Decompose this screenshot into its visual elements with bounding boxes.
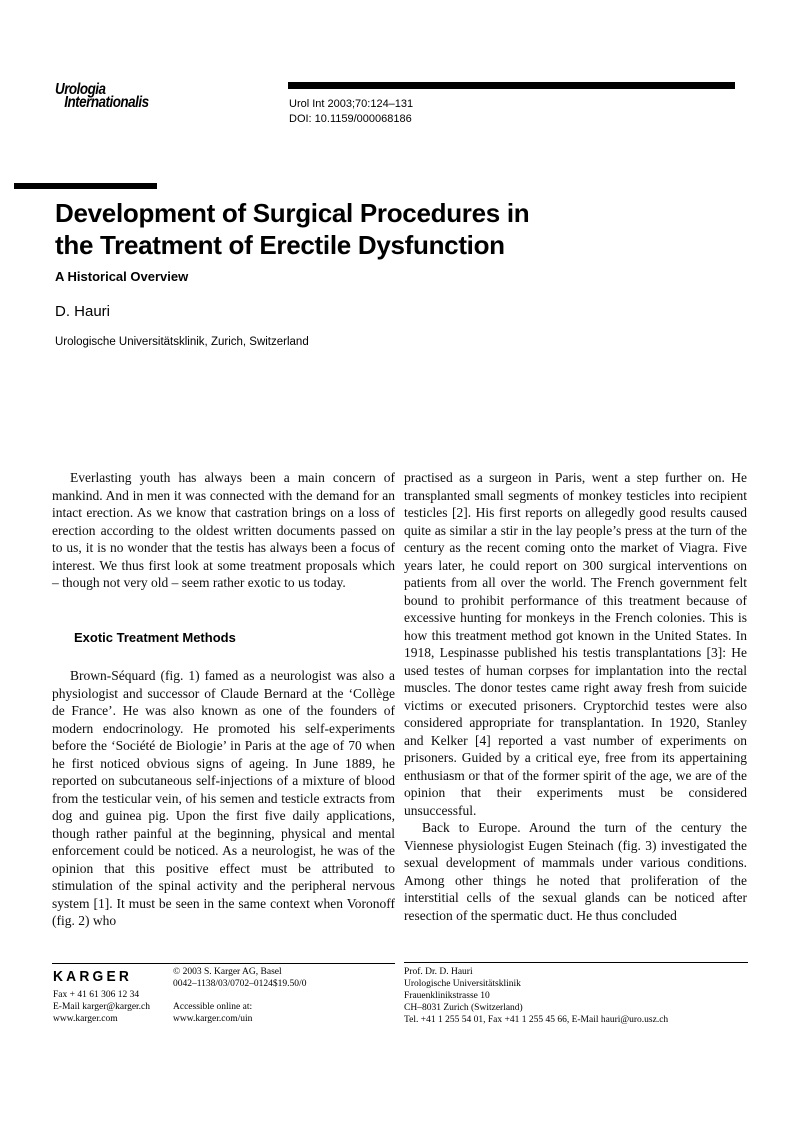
accessible-online-label: Accessible online at: (173, 1002, 253, 1012)
author-name: D. Hauri (55, 303, 111, 320)
article-title (55, 197, 529, 261)
issn-line: 0042–1138/03/0702–0124$19.50/0 (173, 979, 307, 989)
footer-right-rule (404, 962, 748, 963)
correspondence-city: CH–8031 Zurich (Switzerland) (404, 1003, 523, 1013)
article-title-line-1: Development of Surgical Procedures in (55, 198, 530, 228)
copyright-line: © 2003 S. Karger AG, Basel (173, 967, 282, 977)
publisher-email: E-Mail karger@karger.ch (53, 1002, 151, 1012)
accessible-online-url: www.karger.com/uin (173, 1014, 253, 1024)
citation-block (289, 97, 413, 127)
journal-citation: Urol Int 2003;70:124–131 (289, 98, 414, 110)
journal-logo-line-1: Urologia (55, 81, 106, 98)
correspondence-name: Prof. Dr. D. Hauri (404, 967, 473, 977)
correspondence-clinic: Urologische Universitätsklinik (404, 979, 521, 989)
publisher-fax: Fax + 41 61 306 12 34 (53, 990, 140, 1000)
publisher-contact-block (53, 989, 150, 1025)
intro-paragraph: Everlasting youth has always been a main concern of mankind. And in men it was connected with the demand for an intact erection. As we know that castration brings on a loss of erection according to the oldest written documents passed on to us, it is no wonder that the testis has always been a focus of interest. We thus first look at some treatment proposals which – though not very old – seem rather exotic to us today. (52, 470, 395, 590)
article-title-line-2: the Treatment of Erectile Dysfunction (55, 230, 505, 260)
publisher-website: www.karger.com (53, 1014, 118, 1024)
copyright-block (173, 966, 306, 990)
brown-sequard-paragraph: Brown-Séquard (fig. 1) famed as a neurologist was also a physiologist and successor of Claude Bernard at the ‘Collège de France’. He was also known as one of the founders of modern endocrinology. He promoted his self-experiments before the ‘Société de Biologie’ in Paris at the age of 70 when he first noticed obvious signs of ageing. In June 1889, he reported on subcutaneous self-injections of a mixture of blood from the testicular vein, of his semen and testicle extracts from dog and guinea pig. Upon the first five daily applications, though rather painful at the beginning, physical and mental enforcement could be noticed. As a neurologist, he was of the opinion that this positive effect must be attributed to stimulation of the spinal activity and the peripheral nervous system [1]. It must be seen in the same context when Voronoff (fig. 2) who (52, 668, 395, 928)
accessible-online-block (173, 1001, 252, 1025)
author-affiliation: Urologische Universitätsklinik, Zurich, Switzerland (55, 336, 309, 348)
journal-logo-line-2: Internationalis (64, 94, 149, 111)
journal-logo (55, 83, 149, 109)
footer-left-rule (52, 963, 395, 964)
correspondence-street: Frauenklinikstrasse 10 (404, 991, 490, 1001)
title-rule-bar (14, 183, 157, 189)
doi: DOI: 10.1159/000068186 (289, 113, 412, 125)
section-heading: Exotic Treatment Methods (74, 629, 236, 645)
header-rule-bar (288, 82, 735, 89)
correspondence-contact: Tel. +41 1 255 54 01, Fax +41 1 255 45 66, E-Mail hauri@uro.usz.ch (404, 1015, 669, 1025)
karger-publisher-logo: KARGER (53, 968, 133, 985)
voronoff-paragraph: practised as a surgeon in Paris, went a step further on. He transplanted small segments of monkey testicles into recipient testicles [2]. His first reports on allegedly good results caused quite as similar a stir in the lay people’s press at the turn of the century as the recent coming onto the market of Viagra. Five years later, he could report on 300 surgical interventions on patients from all over the world. The French government felt bound to prohibit performance of this treatment because of excessive hunting for monkeys in the French colonies. This is how this treatment method got known in the United States. In 1918, Lespinasse published his testis transplantations [3]: He used testes of human corpses for implantation into the rectal muscles. The donor testes came right away fresh from suicide victims or executed prisoners. Cryptorchid testes were also considered appropriate for transplantation. In 1920, Stanley and Kelker [4] reported a vast number of experiments on prisoners. Guided by a critical eye, free from its appertaining enthusiasm or that of the former spirit of the age, we are of the opinion that their experiments must be considered unsuccessful. (404, 470, 747, 818)
body-left-column (52, 469, 395, 930)
body-right-column (404, 469, 747, 924)
article-subtitle: A Historical Overview (55, 269, 189, 284)
correspondence-block (404, 966, 668, 1026)
steinach-paragraph: Back to Europe. Around the turn of the century the Viennese physiologist Eugen Steinach (fig. 3) investigated the sexual development of mammals under various conditions. Among other things he noted that proliferation of the interstitial cells of the sexual glands can be noticed after resection of the spermatic duct. He thus concluded (404, 820, 747, 923)
